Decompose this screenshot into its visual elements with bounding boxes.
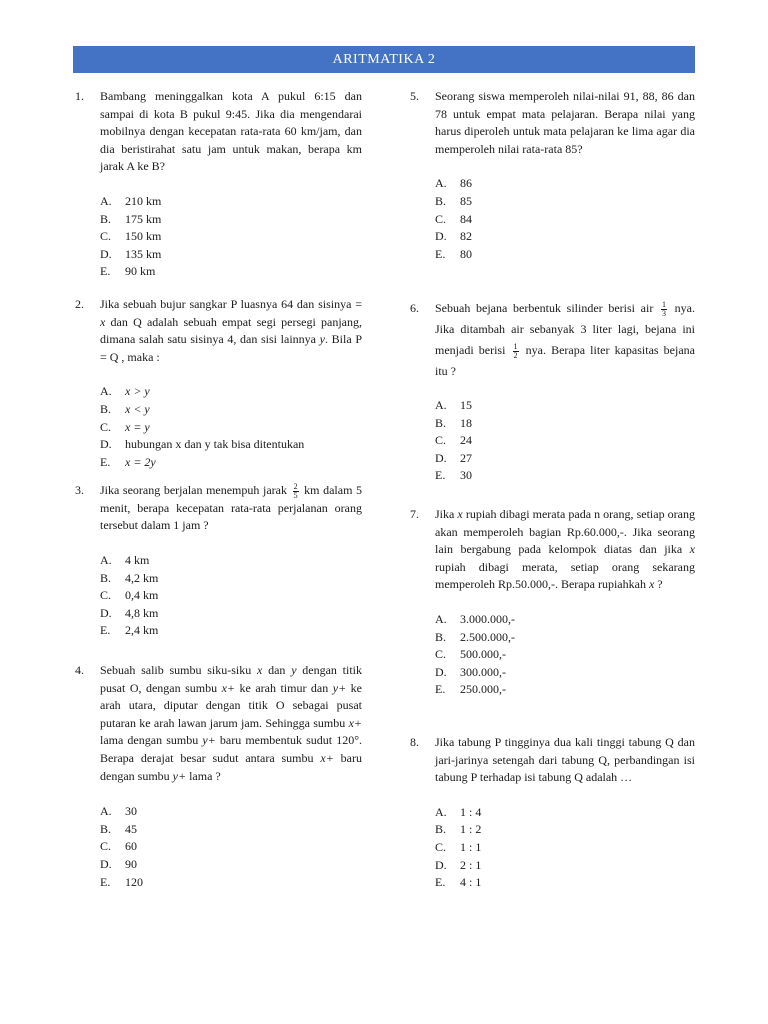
- question-7: [410, 506, 695, 728]
- option-c[interactable]: C. 84: [435, 211, 472, 226]
- question-number: 6.: [410, 301, 419, 315]
- option-a[interactable]: A. x > y: [100, 384, 150, 399]
- option-a[interactable]: A. 4 km: [100, 552, 150, 567]
- option-b[interactable]: B. 175 km: [100, 211, 162, 226]
- question-number: 3.: [75, 483, 84, 497]
- fraction: $\frac{2}{5}$: [293, 481, 298, 500]
- option-e[interactable]: E. 90 km: [100, 264, 156, 279]
- option-d[interactable]: D. 4,8 km: [100, 605, 159, 620]
- option-a[interactable]: A. 210 km: [100, 193, 162, 208]
- answer-options: [435, 611, 695, 699]
- option-d[interactable]: D. 2 : 1: [435, 857, 482, 872]
- option-e[interactable]: E. 120: [100, 874, 143, 889]
- option-a[interactable]: A. 1 : 4: [435, 804, 482, 819]
- question-text: Bambang meninggalkan kota A pukul 6:15 dan sampai di kota B pukul 9:45. Jika dia mengendarai mobilnya dengan kecepatan rata-rata 60 km/jam, dan dia beristirahat satu jam untuk makan, berapa km jarak A ke B?: [100, 89, 362, 174]
- question-number: 1.: [75, 89, 84, 103]
- question-text: Jika sebuah bujur sangkar P luasnya 64 dan sisinya = x dan Q adalah sebuah empat segi persegi panjang, dimana salah satu sisinya 4, dan sisi lainnya y. Bila P = Q , maka :: [100, 297, 363, 364]
- option-c[interactable]: C. 150 km: [100, 229, 162, 244]
- option-e[interactable]: E. 30: [435, 468, 472, 483]
- answer-options: [100, 193, 362, 281]
- option-d[interactable]: D. 135 km: [100, 246, 162, 261]
- question-number: 8.: [410, 735, 419, 749]
- fraction: $\frac{1}{3}$: [662, 299, 666, 318]
- page-title: ARITMATIKA 2: [332, 51, 436, 67]
- left-column: [75, 88, 362, 891]
- option-a[interactable]: A. 15: [435, 398, 472, 412]
- question-number: 7.: [410, 507, 419, 521]
- option-e[interactable]: E. x = 2y: [100, 454, 156, 469]
- question-5: [410, 88, 695, 284]
- option-e[interactable]: E. 80: [435, 246, 472, 261]
- option-b[interactable]: B. 1 : 2: [435, 822, 482, 837]
- option-c[interactable]: C. 1 : 1: [435, 839, 482, 854]
- right-column: [410, 88, 695, 892]
- option-d[interactable]: D. hubungan x dan y tak bisa ditentukan: [100, 437, 305, 452]
- question-3: [75, 482, 362, 648]
- question-6: [410, 298, 695, 496]
- question-text: Sebuah salib sumbu siku-siku x dan y dengan titik pusat O, dengan sumbu x+ ke arah timur dan y+ ke arah utara, diputar dengan titik O sebagai pusat putaran ke arah lawan jarum jam. Sehingga sumbu x+ lama dengan sumbu y+ baru membentuk sudut 120°. Berapa derajat besar sudut antara sumbu x+ baru dengan sumbu y+ lama ?: [100, 663, 363, 783]
- answer-options: [435, 175, 695, 263]
- option-d[interactable]: D. 27: [435, 450, 472, 465]
- question-number: 4.: [75, 663, 84, 677]
- option-a[interactable]: A. 30: [100, 804, 137, 819]
- question-text: Jika tabung P tingginya dua kali tinggi tabung Q dan jari-jarinya setengah dari tabung Q, perbandingan isi tabung P terhadap isi tabung Q adalah …: [435, 735, 695, 785]
- option-c[interactable]: C. 0,4 km: [100, 588, 159, 603]
- answer-options: [435, 804, 695, 892]
- option-e[interactable]: E. 2,4 km: [100, 623, 159, 638]
- option-d[interactable]: D. 82: [435, 229, 472, 244]
- question-2: [75, 296, 362, 472]
- question-text: Seorang siswa memperoleh nilai-nilai 91, 88, 86 dan 78 untuk empat mata pelajaran. Berapa nilai yang harus diperoleh untuk mata pelajaran ke lima agar dia memperoleh nilai rata-rata 85?: [435, 89, 695, 156]
- answer-options: [100, 383, 362, 471]
- option-a[interactable]: A. 3.000.000,-: [435, 611, 515, 626]
- option-b[interactable]: B. 4,2 km: [100, 570, 159, 585]
- answer-options: [100, 803, 362, 891]
- answer-options: [435, 397, 695, 485]
- question-text: Sebuah bejana berbentuk silinder berisi air $\frac{1}{3}$ nya. Jika ditambah air sebanyak 3 liter lagi, bejana ini menjadi berisi $\frac{1}{2}$ nya. Berapa liter kapasitas bejana itu ?: [435, 299, 696, 378]
- question-number: 5.: [410, 89, 419, 103]
- option-b[interactable]: B. x < y: [100, 401, 150, 416]
- option-d[interactable]: D. 300.000,-: [435, 664, 506, 679]
- page-title-banner: [73, 46, 695, 73]
- option-d[interactable]: D. 90: [100, 856, 137, 871]
- option-b[interactable]: B. 45: [100, 821, 137, 836]
- question-text: Jika seorang berjalan menempuh jarak $\frac{2}{5}$ km dalam 5 menit, berapa kecepatan rata-rata perjalanan orang tersebut dalam 1 jam ?: [100, 481, 362, 533]
- option-e[interactable]: E. 4 : 1: [435, 875, 482, 890]
- question-8: [410, 734, 695, 892]
- answer-options: [100, 552, 362, 640]
- option-a[interactable]: A. 86: [435, 176, 472, 191]
- question-number: 2.: [75, 297, 84, 311]
- option-b[interactable]: B. 18: [435, 415, 472, 430]
- option-c[interactable]: C. 24: [435, 433, 472, 448]
- option-b[interactable]: B. 85: [435, 193, 472, 208]
- option-c[interactable]: C. x = y: [100, 419, 150, 434]
- fraction: $\frac{1}{2}$: [513, 341, 518, 360]
- option-b[interactable]: B. 2.500.000,-: [435, 629, 515, 644]
- question-4: [75, 662, 362, 891]
- option-c[interactable]: C. 60: [100, 839, 137, 854]
- question-1: [75, 88, 362, 284]
- question-text: Jika x rupiah dibagi merata pada n orang, setiap orang akan memperoleh bagian Rp.60.000,-. Jika seorang lain bergabung pada kelompok diatas dan jika x rupiah dibagi merata, setiap orang sekarang memperoleh Rp.50.000,-. Berapa rupiahkah x ?: [435, 507, 695, 592]
- option-c[interactable]: C. 500.000,-: [435, 647, 506, 662]
- option-e[interactable]: E. 250.000,-: [435, 682, 506, 697]
